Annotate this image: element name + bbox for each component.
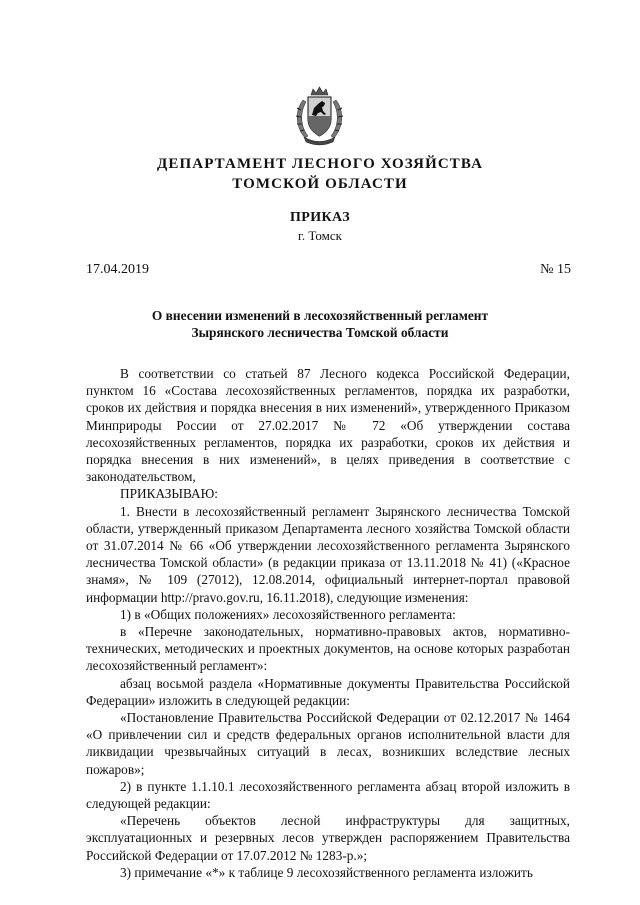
organization-name-line1: ДЕПАРТАМЕНТ ЛЕСНОГО ХОЗЯЙСТВА bbox=[157, 156, 483, 172]
order-subject bbox=[0, 307, 640, 341]
body-paragraph: «Перечень объектов лесной инфраструктуры для защитных, эксплуатационных и резервных лесов утвержден распоряжением Правительства Российской Федерации от 17.07.2012 № 1283-р.»; bbox=[86, 813, 570, 863]
body-paragraph: 1. Внести в лесохозяйственный регламент Зырянского лесничества Томской области, утвержденный приказом Департамента лесного хозяйства Томской области от 31.07.2014 № 66 «Об утверждении лесохозяйственного регламента Зырянского лесничества Томской области» (в редакции приказа от 13.11.2018 № 41) («Красное знамя», № 109 (27012), 12.08.2014, официальный интернет-портал правовой информации http://pravo.gov.ru, 16.11.2018), следующие изменения: bbox=[86, 503, 570, 605]
order-directive: ПРИКАЗЫВАЮ: bbox=[120, 486, 218, 502]
preamble-paragraph: В соответствии со статьей 87 Лесного кодекса Российской Федерации, пунктом 16 «Состава лесохозяйственных регламентов, порядка их разработки, сроков их действия и порядка внесения в них изменений», утвержденного Приказом Минприроды России от 27.02.2017 № 72 «Об утверждении состава лесохозяйственных регламентов, порядка их разработки, сроков их действия и порядка внесения в них изменений», в целях приведения в соответствие с законодательством, bbox=[86, 366, 570, 485]
order-date: 17.04.2019 bbox=[86, 262, 149, 277]
body-paragraph: 3) примечание «*» к таблице 9 лесохозяйственного регламента изложить bbox=[120, 864, 533, 880]
organization-name-line2: ТОМСКОЙ ОБЛАСТИ bbox=[232, 176, 408, 192]
body-paragraph: в «Перечне законодательных, нормативно-правовых актов, нормативно-технических, методических и проектных документов, на основе которых разработан лесохозяйственный регламент»: bbox=[86, 624, 570, 674]
body-paragraph: 1) в «Общих положениях» лесохозяйственного регламента: bbox=[120, 606, 456, 622]
document-type: ПРИКАЗ bbox=[289, 210, 351, 225]
body-paragraph: абзац восьмой раздела «Нормативные документы Правительства Российской Федерации» изложить в следующей редакции: bbox=[86, 675, 570, 708]
subject-line2: Зырянского лесничества Томской области bbox=[191, 325, 449, 340]
body-paragraph: «Постановление Правительства Российской Федерации от 02.12.2017 № 1464 «О привлечении сил и средств федеральных органов исполнительной власти для ликвидации чрезвычайных ситуаций в лесах, возникших вследствие лесных пожаров»; bbox=[86, 710, 570, 777]
subject-line1: О внесении изменений в лесохозяйственный регламент bbox=[151, 308, 489, 323]
body-paragraph: 2) в пункте 1.1.10.1 лесохозяйственного регламента абзац второй изложить в следующей редакции: bbox=[86, 778, 570, 812]
order-body bbox=[86, 365, 570, 881]
coat-of-arms-icon bbox=[291, 86, 348, 146]
order-number: № 15 bbox=[540, 262, 571, 277]
city-label: г. Томск bbox=[298, 228, 342, 243]
